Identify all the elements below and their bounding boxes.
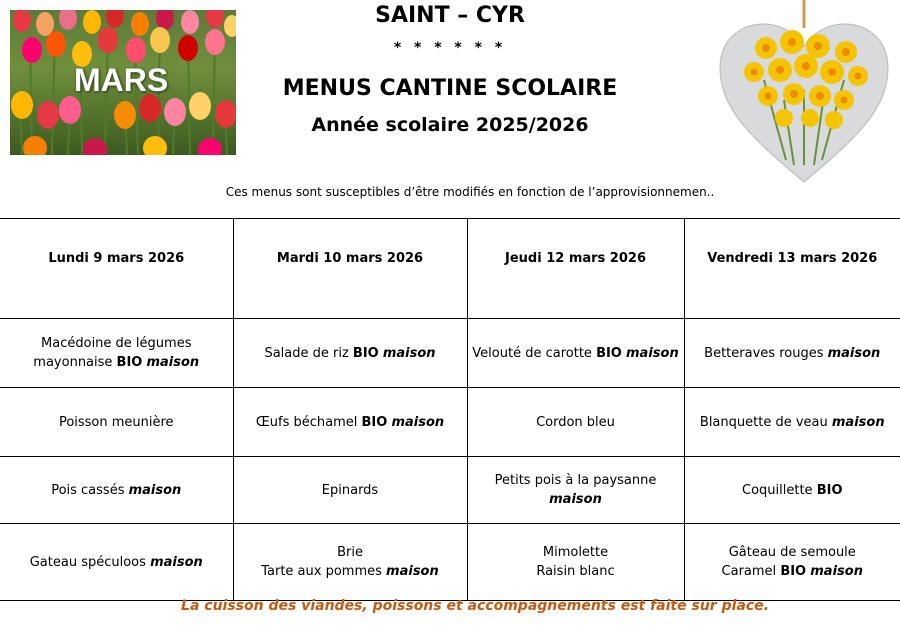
dish-text: Brie [337,545,363,560]
bio-tag: BIO [816,482,843,498]
dish-text: Epinards [321,482,379,498]
maison-tag: maison [831,414,885,430]
dish-text: Poisson meunière [58,414,174,430]
maison-tag: maison [391,414,445,430]
day-header: Mardi 10 mars 2026 [233,219,467,319]
dish-text: Tarte aux pommes [261,564,382,579]
dish-text: Gâteau de semoule [728,545,856,560]
maison-tag: maison [827,345,881,361]
decorative-stars: * * * * * * [393,40,507,56]
menu-cell [467,524,684,601]
maison-tag: maison [810,564,863,579]
table-row-main [0,388,900,457]
menu-cell [233,388,467,457]
bio-tag: BIO [780,564,807,579]
bio-tag: BIO [596,345,622,361]
menu-cell [467,457,684,524]
menu-cell [0,457,233,524]
cooking-footnote: La cuisson des viandes, poissons et accompagnements est faite sur place. [181,598,769,614]
menu-cell [684,524,900,601]
dish-text: Coquillette [742,482,813,498]
maison-tag: maison [150,554,203,570]
menu-cell [0,524,233,601]
dish-text: Cordon bleu [536,414,615,430]
menu-cell [0,319,233,388]
menu-cell [684,319,900,388]
dish-text: Macédoine de légumes [41,336,192,351]
dish-text: Raisin blanc [536,564,615,579]
menu-cell [684,388,900,457]
table-row-starter [0,319,900,388]
dish-text: Caramel [721,564,777,579]
dish-text: Œufs béchamel [255,414,358,430]
dish-text: Gateau spéculoos [29,554,146,570]
bio-tag: BIO [361,414,388,430]
dish-text: Petits pois à la paysanne [494,473,657,488]
table-row-side [0,457,900,524]
menu-cell [467,319,684,388]
menu-table [0,218,900,601]
table-header-row [0,219,900,319]
dish-text: Pois cassés [51,482,125,498]
maison-tag: maison [626,345,679,361]
bio-tag: BIO [116,355,143,370]
page-title: MENUS CANTINE SCOLAIRE [282,76,618,101]
dish-text: Salade de riz [264,345,349,361]
maison-tag: maison [386,564,439,579]
menu-cell [233,524,467,601]
menu-cell [233,457,467,524]
town-name: SAINT – CYR [375,3,525,28]
dish-text: Mimolette [542,545,609,560]
maison-tag: maison [146,355,200,370]
menu-cell [467,388,684,457]
dish-text: Blanquette de veau [699,414,828,430]
dish-text: Betteraves rouges [704,345,824,361]
school-year: Année scolaire 2025/2026 [311,114,589,136]
maison-tag: maison [382,345,436,361]
supply-notice: Ces menus sont susceptibles d’être modifiés en fonction de l’approvisionnemen.. [225,185,715,199]
day-header: Jeudi 12 mars 2026 [467,219,684,319]
bio-tag: BIO [352,345,379,361]
maison-tag: maison [549,492,602,507]
month-label: MARS [74,62,169,98]
menu-cell [684,457,900,524]
day-header: Vendredi 13 mars 2026 [684,219,900,319]
menu-cell [0,388,233,457]
menu-cell [233,319,467,388]
table-row-dessert [0,524,900,601]
dish-text: Velouté de carotte [472,345,592,361]
daffodil-heart-ornament [714,0,894,185]
dish-text: mayonnaise [33,355,113,370]
maison-tag: maison [128,482,182,498]
day-header: Lundi 9 mars 2026 [0,219,233,319]
